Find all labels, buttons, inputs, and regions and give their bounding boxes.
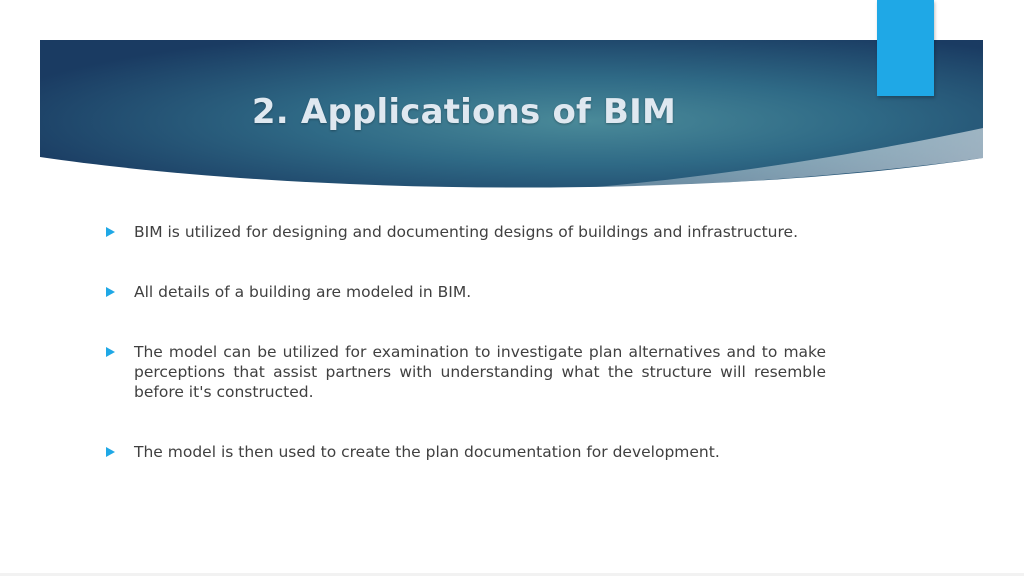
bullet-arrow-icon xyxy=(106,447,115,457)
bullet-text: The model is then used to create the plan documentation for development. xyxy=(134,443,720,461)
bullet-text: The model can be utilized for examination to investigate plan alternatives and to make perceptions that assist partners with understanding what the structure will resemble before it's constructed. xyxy=(134,343,826,401)
bullet-item xyxy=(104,282,826,302)
bullet-text: BIM is utilized for designing and documenting designs of buildings and infrastructure. xyxy=(134,223,799,241)
bullet-item xyxy=(104,342,826,402)
bullet-arrow-icon xyxy=(106,347,115,357)
slide-title: 2. Applications of BIM xyxy=(251,92,677,132)
accent-tab xyxy=(877,0,934,96)
bullet-item xyxy=(104,442,826,462)
bullet-text: All details of a building are modeled in BIM. xyxy=(134,283,472,301)
bullet-arrow-icon xyxy=(106,287,115,297)
bullet-item xyxy=(104,222,826,242)
bullet-list xyxy=(104,222,826,462)
bullet-arrow-icon xyxy=(106,227,115,237)
